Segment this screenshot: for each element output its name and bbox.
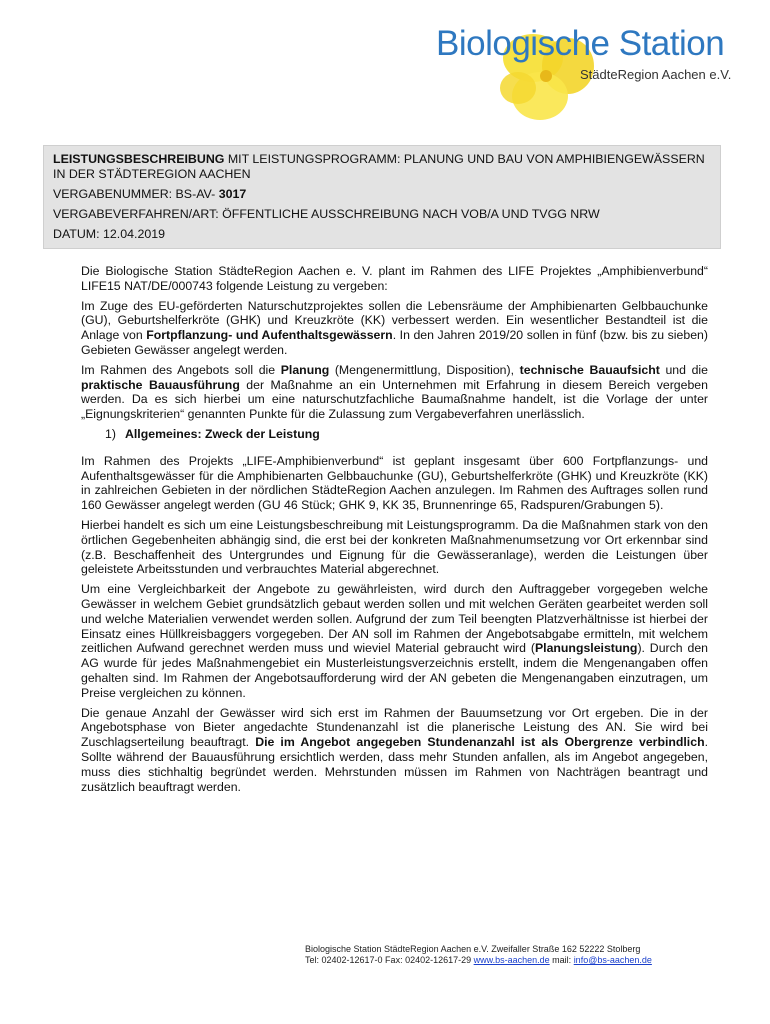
vergabenummer: VERGABENUMMER: BS-AV- 3017 (53, 187, 247, 201)
paragraph-purpose: Im Rahmen des Projekts „LIFE-Amphibienverbund“ ist geplant insgesamt über 600 Fortpflanzungs- und Aufenthaltsgewässer für die Amphibienarten Gelbbauchunke (GU), Geburtshelferkröte (GHK) und Kreuzkröte (KK) in zahlreichen Gebieten in der nördlichen StädteRegion Aachen anzulegen. Im Rahmen des Auftrages sollen rund 160 Gewässer angelegt werden (GU 46 Stück; GHK 9, KK 35, Brunnenringe 65, Radspuren/Grabungen 5). (81, 453, 708, 513)
datum: DATUM: 12.04.2019 (53, 227, 166, 241)
footer-contact: Tel: 02402-12617-0 Fax: 02402-12617-29 www.bs-aachen.de mail: info@bs-aachen.de (305, 955, 652, 965)
document-title: LEISTUNGSBESCHREIBUNG MIT LEISTUNGSPROGRAMM: PLANUNG UND BAU VON AMPHIBIENGEWÄSSERN IN DER STÄDTEREGION AACHEN (53, 152, 705, 181)
paragraph-comparability: Um eine Vergleichbarkeit der Angebote zu gewährleisten, wird durch den Auftraggeber vorgegeben welche Gewässer in welchem Gebiet grundsätzlich gebaut werden sollen und mit welchen Geräten gearbeitet werden soll und welche Materialien verwendet werden sollen. Aufgrund der zum Teil beengten Platzverhältnisse ist hierbei der Einsatz eines Hüllkreisbaggers vorgegeben. Der AN soll im Rahmen der Angebotsabgabe ermitteln, mit welchem zeitlichen Aufwand gerechnet werden muss und wieviel Material gebraucht wird (Planungsleistung). Durch den AG wurde für jedes Maßnahmengebiet ein Musterleistungsverzeichnis erstellt, indem die Mengenangaben offen gehalten sind. Im Rahmen der Angebotsaufforderung wird der AN gebeten die Mengenangaben einzutragen, um Preise vergleichen zu können. (81, 582, 708, 700)
vergabeverfahren: VERGABEVERFAHREN/ART: ÖFFENTLICHE AUSSCHREIBUNG NACH VOB/A UND TVGG NRW (53, 207, 600, 221)
paragraph-project: Im Zuge des EU-geförderten Naturschutzprojektes sollen die Lebensräume der Amphibienarten Gelbbauchunke (GU), Geburtshelferkröte (GHK) und Kreuzkröte (KK) verbessert werden. Ein wesentlicher Bestandteil ist die Anlage von Fortpflanzung- und Aufenthaltsgewässern. In den Jahren 2019/20 sollen in fünf (bzw. bis zu sieben) Gebieten Gewässer angelegt werden. (81, 298, 708, 357)
paragraph-hours: Die genaue Anzahl der Gewässer wird sich erst im Rahmen der Bauumsetzung vor Ort ergeben. Die in der Angebotsphase von Bieter angedachte Stundenanzahl ist die planerische Leistung des AN. Sie wird bei Zuschlagserteilung beauftragt. Die im Angebot angegeben Stundenanzahl ist als Obergrenze verbindlich. Sollte während der Bauausführung ersichtlich werden, dass mehr Stunden anfallen, als im Angebot angegeben, muss dies stichhaltig begründet werden. Mehrstunden müssen im Rahmen von Nachträgen beantragt und zusätzlich beauftragt werden. (81, 705, 708, 794)
document-body (81, 264, 708, 799)
paragraph-intro: Die Biologische Station StädteRegion Aachen e. V. plant im Rahmen des LIFE Projektes „Amphibienverbund“ LIFE15 NAT/DE/000743 folgende Leistung zu vergeben: (81, 264, 708, 293)
email-link[interactable]: info@bs-aachen.de (573, 955, 652, 965)
section-heading-1: 1) Allgemeines: Zweck der Leistung (105, 426, 320, 441)
footer-address: Biologische Station StädteRegion Aachen e.V. Zweifaller Straße 162 52222 Stolberg (305, 944, 641, 954)
document-header-box (43, 145, 721, 249)
paragraph-offer-scope: Im Rahmen des Angebots soll die Planung (Mengenermittlung, Disposition), technische Bauaufsicht und die praktische Bauausführung der Maßnahme an ein Unternehmen mit Erfahrung in diesem Bereich vergeben werden. Da es sich hierbei um eine naturschutzfachliche Baumaßnahme handelt, ist die Vorlage der unter „Eignungskriterien“ genannten Punkte für die Zulassung zum Vergabeverfahren unerlässlich. (81, 362, 708, 422)
paragraph-billing: Hierbei handelt es sich um eine Leistungsbeschreibung mit Leistungsprogramm. Da die Maßnahmen stark von den örtlichen Gegebenheiten abhängig sind, die erst bei der konkreten Maßnahmenumsetzung vor Ort erkennbar sind (z.B. Beschaffenheit des Untergrundes und Eignung für die Gewässeranlage), werden die Leistungen über geleistete Arbeitsstunden und verbrauchtes Material abgerechnet. (81, 517, 708, 577)
website-link[interactable]: www.bs-aachen.de (473, 955, 550, 965)
logo-title: Biologische Station (436, 24, 725, 63)
page-footer (305, 944, 652, 966)
logo-subtitle: StädteRegion Aachen e.V. (580, 67, 732, 82)
